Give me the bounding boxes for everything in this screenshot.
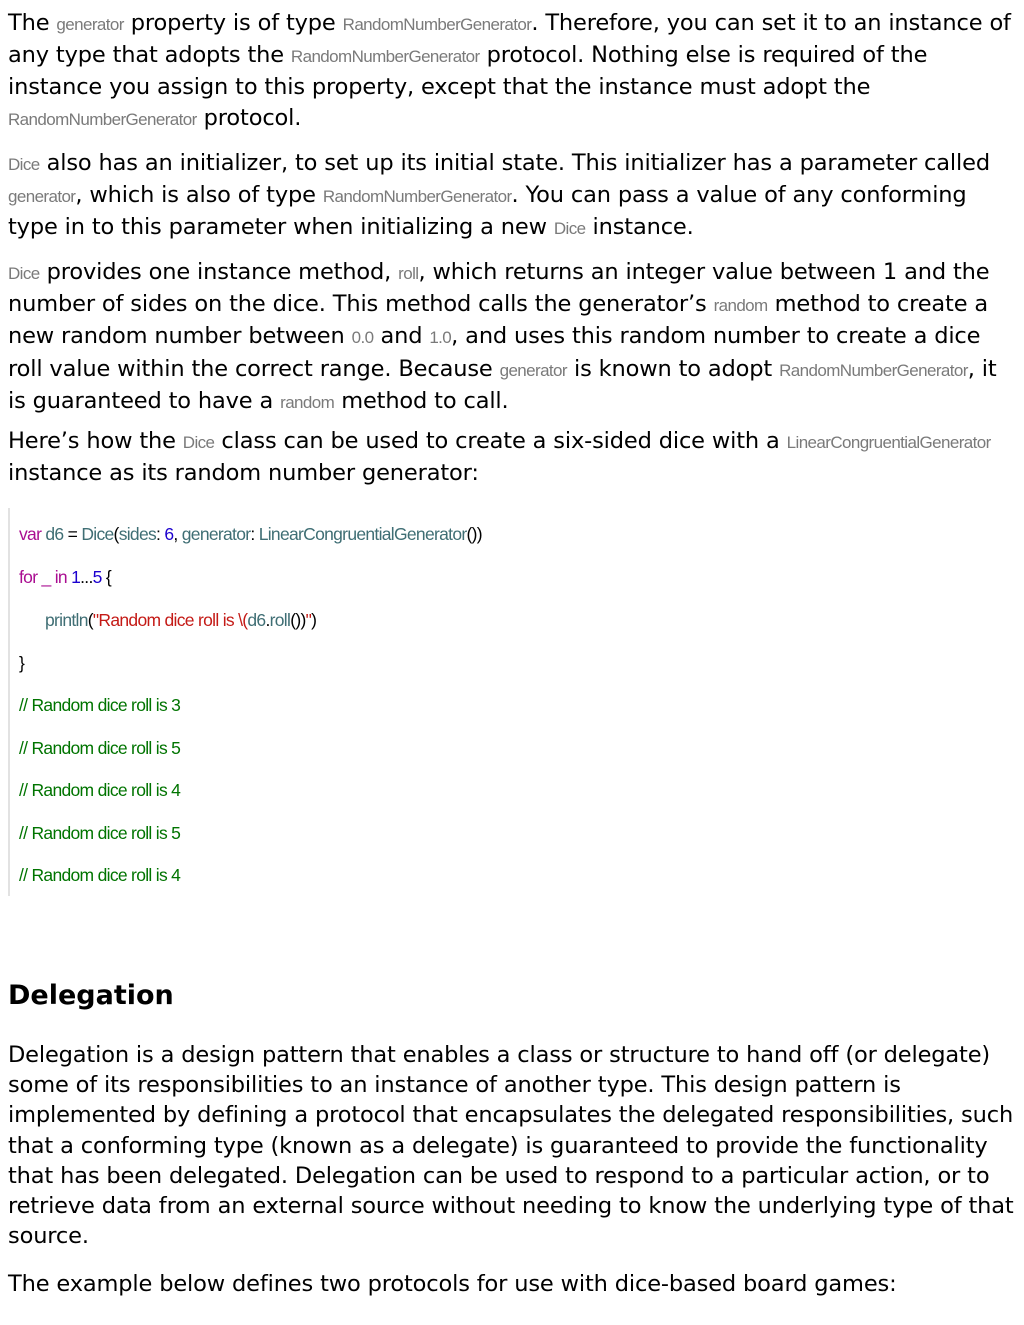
- paragraph-usage-intro: Here’s how the Dice class can be used to create a six-sided dice with a LinearCongruentialGenerator instance as its random number generator:: [8, 428, 991, 487]
- inline-code: random: [713, 296, 768, 316]
- inline-code: generator: [8, 187, 76, 207]
- code-line: for _ in 1...5 {: [19, 567, 111, 587]
- inline-code: Dice: [8, 155, 40, 174]
- inline-code: random: [280, 392, 335, 412]
- code-line: var d6 = Dice(sides: 6, generator: LinearCongruentialGenerator()): [19, 524, 482, 544]
- code-block: [8, 508, 710, 896]
- code-line: }: [19, 653, 25, 673]
- inline-code: 0.0: [351, 328, 374, 348]
- inline-code: RandomNumberGenerator: [322, 187, 512, 207]
- section-heading: Delegation: [8, 980, 174, 1011]
- inline-code: RandomNumberGenerator: [290, 47, 480, 67]
- inline-code: LinearCongruentialGenerator: [786, 433, 991, 452]
- inline-code: RandomNumberGenerator: [8, 109, 197, 129]
- code-line: println("Random dice roll is \(d6.roll())"): [45, 610, 317, 630]
- paragraph-roll-method: Dice provides one instance method, roll, which returns an integer value between 1 and the number of sides on the dice. This method calls the generator’s random method to create a new random number between 0.0 and 1.0, and uses this random number to create a dice roll value within the correct range. Because generator is known to adopt RandomNumberGenerator, it is guaranteed to have a random method to call.: [8, 259, 997, 414]
- inline-code: Dice: [8, 264, 40, 283]
- inline-code: generator: [56, 15, 124, 34]
- inline-code: roll: [398, 264, 419, 283]
- code-comment: // Random dice roll is 5: [19, 823, 181, 843]
- paragraph-delegation: Delegation is a design pattern that enables a class or structure to hand off (or delegate) some of its responsibilities to an instance of another type. This design pattern is implemented by defining a protocol that encapsulates the delegated responsibilities, such that a conforming type (known as a delegate) is guaranteed to provide the functionality that has been delegated. Delegation can be used to respond to a particular action, or to retrieve data from an external source without needing to know the underlying type of that source.: [8, 1042, 1014, 1250]
- inline-code: Dice: [182, 433, 215, 452]
- code-comment: // Random dice roll is 5: [19, 738, 181, 758]
- code-comment: // Random dice roll is 3: [19, 695, 181, 715]
- code-comment: // Random dice roll is 4: [19, 865, 181, 885]
- paragraph-generator-property: The generator property is of type RandomNumberGenerator. Therefore, you can set it to an instance of any type that adopts the RandomNumberGenerator protocol. Nothing else is required of the instance you assign to this property, except that the instance must adopt the RandomNumberGenerator protocol.: [8, 10, 1011, 131]
- inline-code: generator: [499, 360, 567, 380]
- inline-code: Dice: [553, 219, 586, 239]
- paragraph-example-intro: The example below defines two protocols for use with dice-based board games:: [8, 1271, 897, 1297]
- inline-code: RandomNumberGenerator: [779, 360, 968, 380]
- code-comment: // Random dice roll is 4: [19, 780, 181, 800]
- inline-code: RandomNumberGenerator: [342, 15, 532, 34]
- inline-code: 1.0: [429, 328, 452, 348]
- paragraph-initializer: Dice also has an initializer, to set up its initial state. This initializer has a parameter called generator, which is also of type RandomNumberGenerator. You can pass a value of any conforming type in to this parameter when initializing a new Dice instance.: [8, 150, 990, 241]
